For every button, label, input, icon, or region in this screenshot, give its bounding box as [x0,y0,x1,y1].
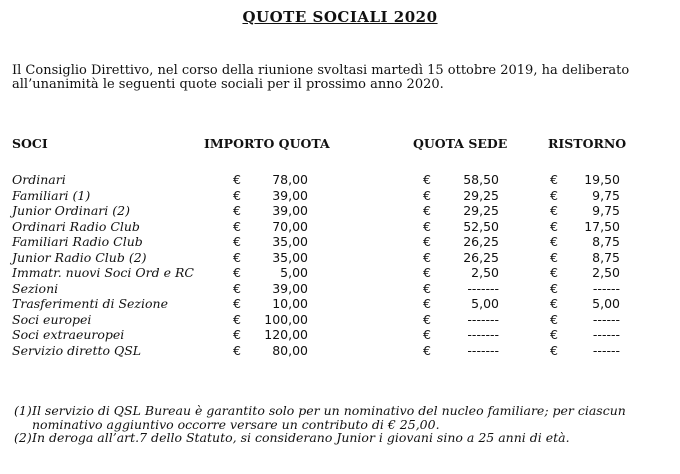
intro-paragraph: Il Consiglio Direttivo, nel corso della riunione svoltasi martedì 15 ottobre 2019, ha deliberato all’unanimità le seguenti quote sociali per il prossimo anno 2020. [12,63,630,92]
cell-quota-sede: 26,25 [463,234,499,249]
cell-quota-sede: 26,25 [463,249,499,265]
cell-importo: 10,00 [272,296,308,311]
currency-symbol: € [423,311,431,327]
cell-ristorno: 9,75 [592,187,620,203]
cell-importo: 39,00 [272,203,308,218]
currency-symbol: € [233,249,241,265]
cell-quota-sede: 2,50 [471,265,499,280]
currency-symbol: € [423,203,431,218]
cell-soci: Servizio diretto QSL [12,342,142,358]
cell-ristorno: 8,75 [592,249,620,265]
cell-ristorno: 9,75 [592,203,620,218]
currency-symbol: € [423,342,431,358]
cell-soci: Familiari Radio Club [12,234,143,249]
currency-symbol: € [233,234,241,249]
cell-soci: Familiari (1) [12,187,91,203]
currency-symbol: € [233,311,241,327]
header-soci: SOCI [12,136,48,151]
currency-symbol: € [550,296,558,311]
currency-symbol: € [550,234,558,249]
cell-importo: 39,00 [272,187,308,203]
cell-importo: 35,00 [272,249,308,265]
footnote-text: Il servizio di QSL Bureau è garantito solo per un nominativo del nucleo familiare; per ciascun nominativo aggiuntivo occorre versare un contributo di € 25,00. [32,403,626,432]
currency-symbol: € [423,234,431,249]
table-row [0,219,680,235]
cell-ristorno: 8,75 [592,234,620,249]
table-row [0,250,680,266]
cell-ristorno: ------ [592,311,620,327]
cell-quota-sede: 52,50 [463,218,499,234]
cell-quota-sede: 58,50 [463,172,499,187]
currency-symbol: € [550,280,558,296]
table-row [0,296,680,312]
cell-ristorno: ------ [592,280,620,296]
currency-symbol: € [423,249,431,265]
currency-symbol: € [550,249,558,265]
cell-soci: Junior Ordinari (2) [12,203,130,218]
footnote [14,404,674,431]
footnote-number: (1) [14,403,32,418]
currency-symbol: € [423,265,431,280]
cell-importo: 100,00 [264,311,308,327]
footnotes [14,404,674,445]
table-row [0,265,680,281]
cell-ristorno: 5,00 [592,296,620,311]
cell-quota-sede: ------- [467,311,499,327]
footnote-number: (2) [14,430,32,445]
header-quota-sede: QUOTA SEDE [413,136,508,151]
currency-symbol: € [423,218,431,234]
cell-soci: Soci europei [12,311,92,327]
currency-symbol: € [233,342,241,358]
cell-soci: Ordinari Radio Club [12,218,140,234]
currency-symbol: € [550,327,558,342]
currency-symbol: € [550,311,558,327]
currency-symbol: € [423,280,431,296]
table-row [0,343,680,359]
cell-importo: 39,00 [272,280,308,296]
currency-symbol: € [233,187,241,203]
fee-table [0,172,680,358]
cell-importo: 80,00 [272,342,308,358]
header-importo-quota: IMPORTO QUOTA [204,136,330,151]
table-row [0,188,680,204]
table-row [0,234,680,250]
currency-symbol: € [233,280,241,296]
page-title: QUOTE SOCIALI 2020 [242,8,438,26]
cell-quota-sede: 29,25 [463,187,499,203]
currency-symbol: € [550,203,558,218]
cell-importo: 70,00 [272,218,308,234]
currency-symbol: € [233,203,241,218]
cell-ristorno: 17,50 [584,218,620,234]
currency-symbol: € [550,265,558,280]
cell-ristorno: 2,50 [592,265,620,280]
table-row [0,172,680,188]
cell-quota-sede: ------- [467,280,499,296]
table-row [0,312,680,328]
cell-ristorno: 19,50 [584,172,620,187]
currency-symbol: € [550,172,558,187]
cell-importo: 78,00 [272,172,308,187]
footnote-text: In deroga all’art.7 dello Statuto, si considerano Junior i giovani sino a 25 anni di età. [32,430,570,445]
currency-symbol: € [550,342,558,358]
currency-symbol: € [423,172,431,187]
currency-symbol: € [233,296,241,311]
currency-symbol: € [550,218,558,234]
table-row [0,281,680,297]
cell-quota-sede: 29,25 [463,203,499,218]
cell-quota-sede: 5,00 [471,296,499,311]
currency-symbol: € [233,218,241,234]
cell-ristorno: ------ [592,327,620,342]
currency-symbol: € [233,172,241,187]
cell-soci: Trasferimenti di Sezione [12,296,168,311]
cell-importo: 120,00 [264,327,308,342]
currency-symbol: € [423,296,431,311]
cell-soci: Ordinari [12,172,66,187]
currency-symbol: € [423,187,431,203]
cell-soci: Sezioni [12,280,59,296]
currency-symbol: € [233,265,241,280]
cell-quota-sede: ------- [467,342,499,358]
currency-symbol: € [233,327,241,342]
cell-soci: Immatr. nuovi Soci Ord e RC [12,265,194,280]
table-row [0,327,680,343]
cell-quota-sede: ------- [467,327,499,342]
cell-importo: 35,00 [272,234,308,249]
header-ristorno: RISTORNO [548,136,627,151]
cell-importo: 5,00 [280,265,308,280]
cell-soci: Soci extraeuropei [12,327,125,342]
currency-symbol: € [423,327,431,342]
currency-symbol: € [550,187,558,203]
table-row [0,203,680,219]
footnote [14,431,674,445]
cell-soci: Junior Radio Club (2) [12,249,147,265]
cell-ristorno: ------ [592,342,620,358]
